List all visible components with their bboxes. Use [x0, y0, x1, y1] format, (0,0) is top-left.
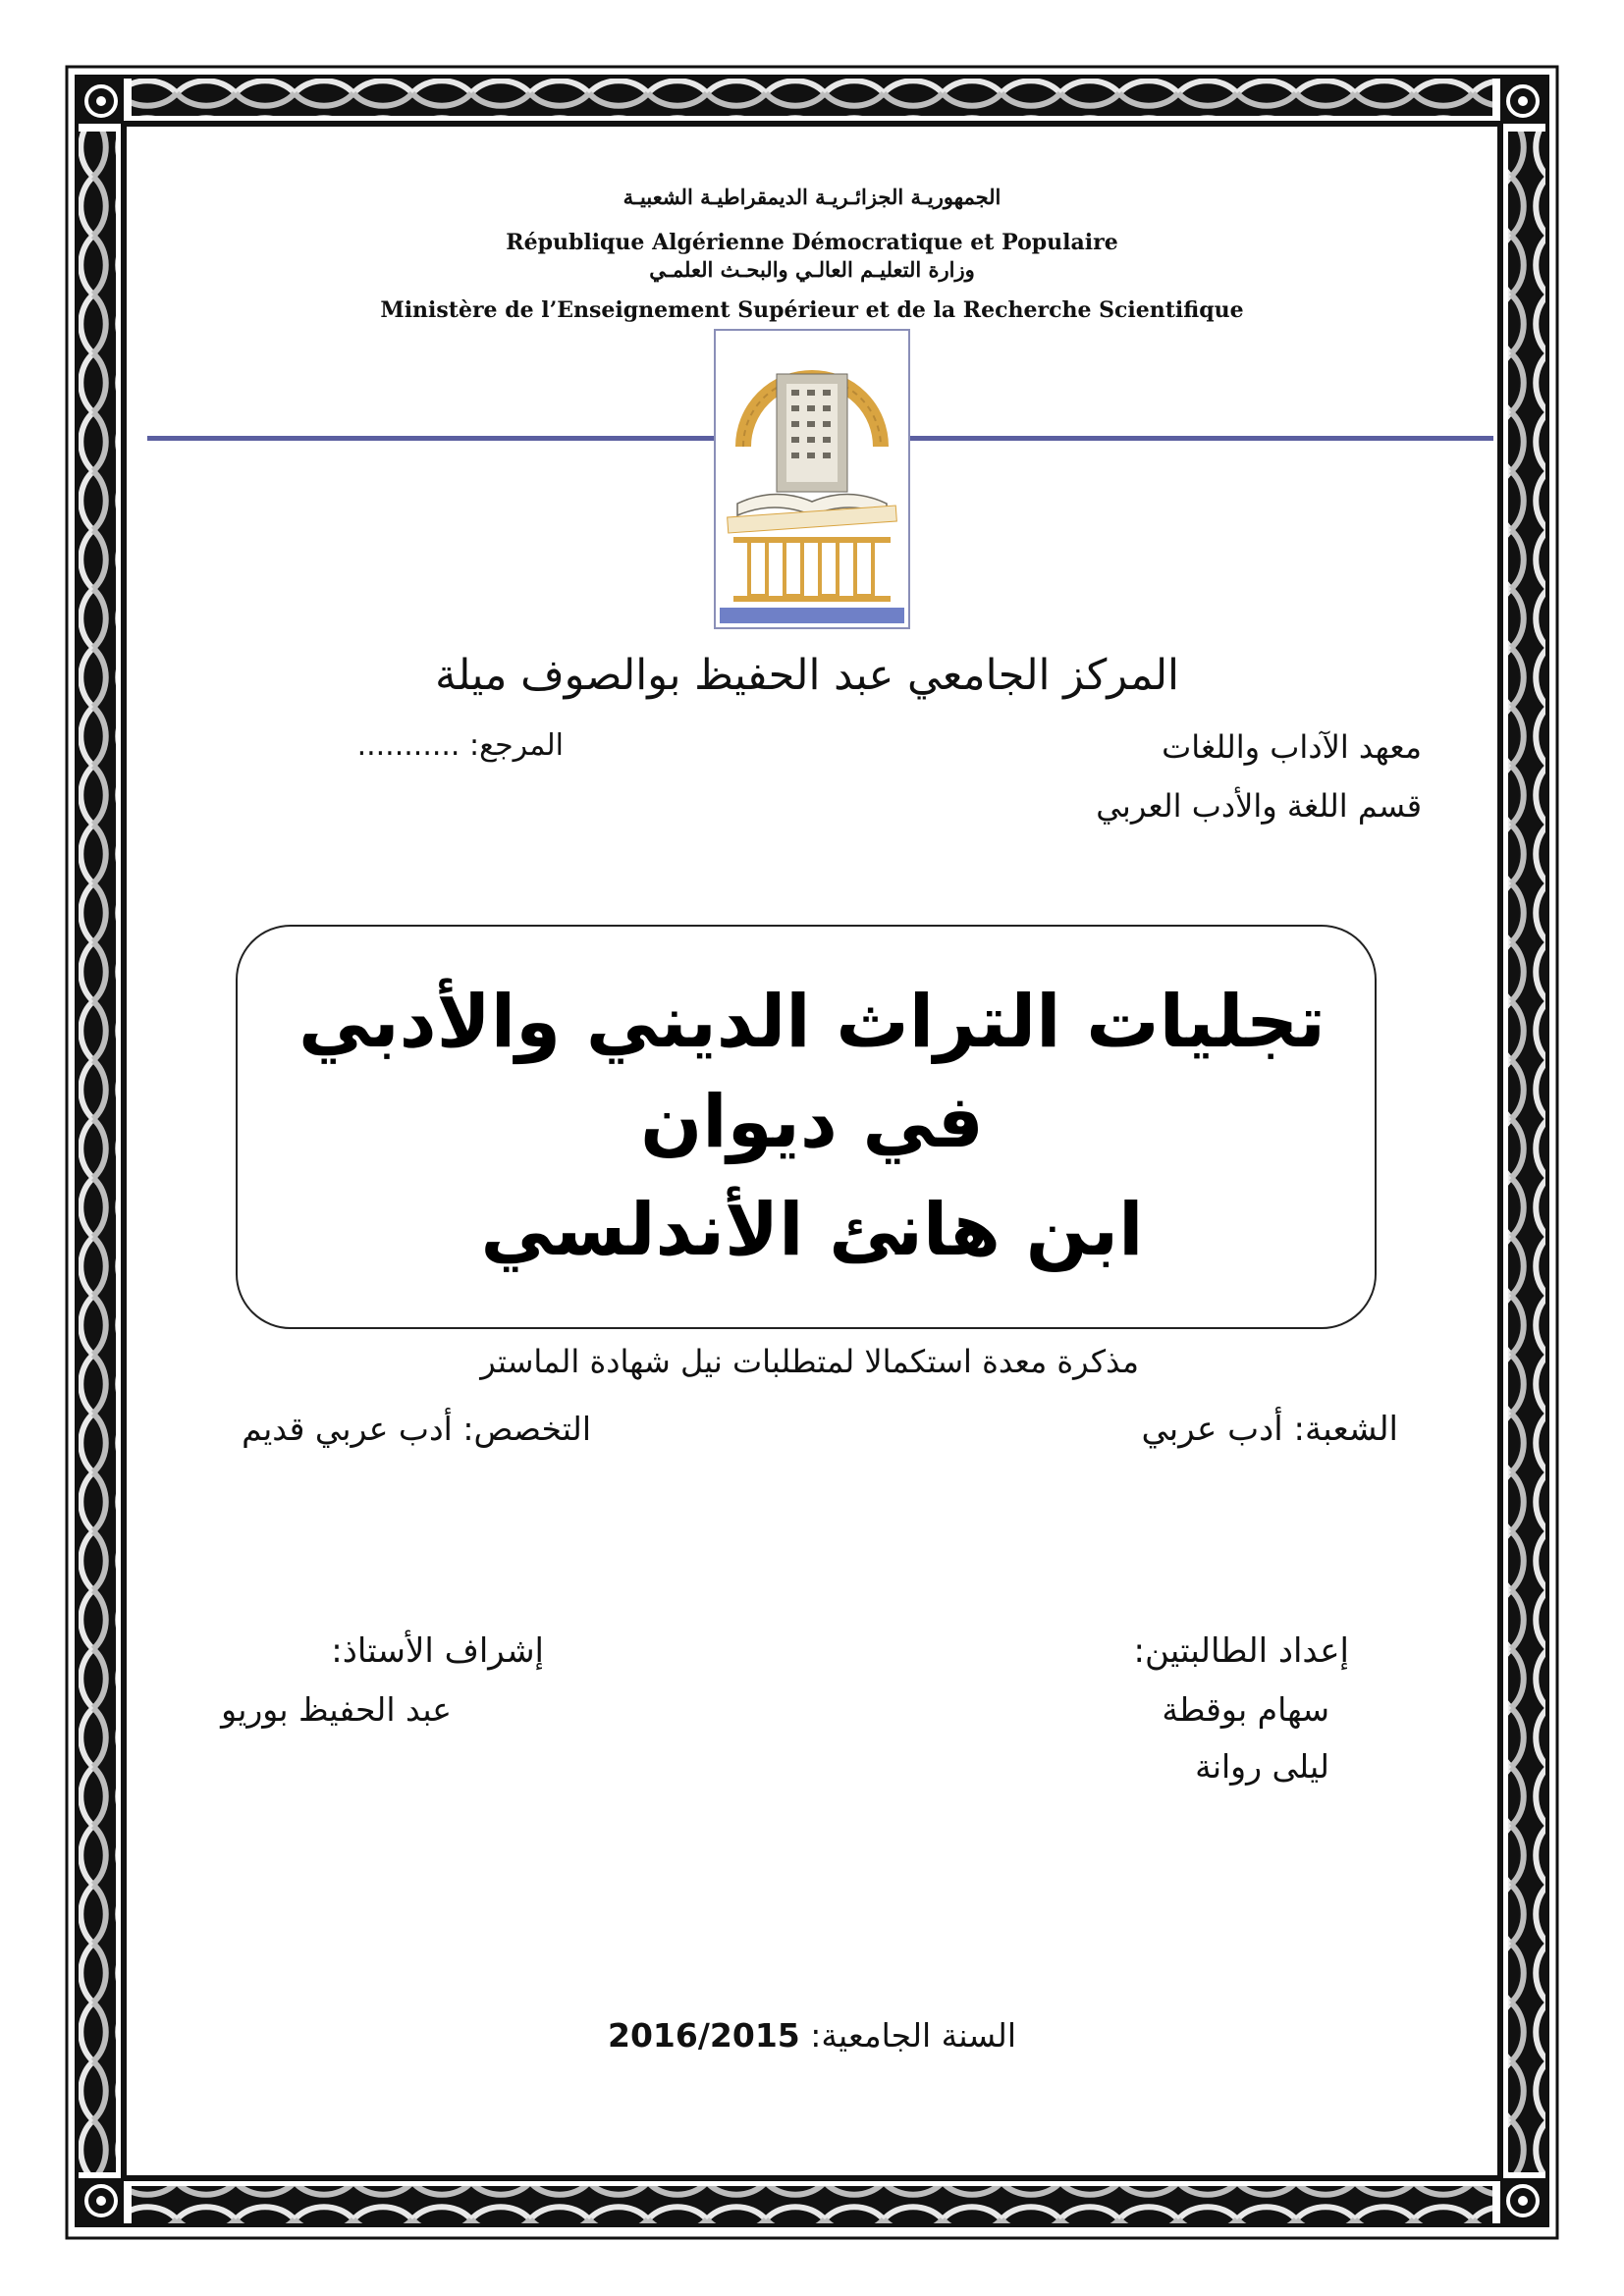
- corner-ornament-icon: [79, 2178, 124, 2223]
- academic-year: [0, 2016, 1624, 2055]
- thesis-title-line-3: ابن هانئ الأندلسي: [480, 1188, 1144, 1272]
- corner-ornament-icon: [79, 79, 124, 124]
- department-name: قسم اللغة والأدب العربي: [1096, 787, 1422, 825]
- supervisor-label: إشراف الأستاذ:: [331, 1631, 544, 1671]
- institute-name: معهد الآداب واللغات: [1162, 728, 1422, 766]
- thesis-title-line-2: في ديوان: [640, 1080, 984, 1164]
- republic-arabic: الجمهوريـة الجزائـريـة الديمقراطيـة الشعبيـة: [623, 185, 1001, 209]
- corner-ornament-icon: [1500, 79, 1545, 124]
- university-logo: [714, 329, 910, 629]
- thesis-title-line-1: تجليات التراث الديني والأدبي: [298, 980, 1326, 1064]
- students-label: إعداد الطالبتين:: [1133, 1631, 1349, 1671]
- branch-field: الشعبة: أدب عربي: [1141, 1410, 1398, 1449]
- supervisor-name: عبد الحفيظ بوريو: [221, 1690, 452, 1729]
- reference-field: المرجع: ...........: [356, 728, 564, 763]
- student-name-1: سهام بوقطة: [1162, 1690, 1329, 1729]
- specialty-field: التخصص: أدب عربي قديم: [242, 1410, 591, 1448]
- academic-year-value: 2016/2015: [608, 2016, 800, 2055]
- header-rule-right: [910, 436, 1493, 441]
- header-rule-left: [147, 436, 714, 441]
- thesis-purpose: مذكرة معدة استكمالا لمتطلبات نيل شهادة الماستر: [480, 1343, 1139, 1380]
- corner-ornament-icon: [1500, 2178, 1545, 2223]
- academic-year-label: السنة الجامعية:: [810, 2016, 1016, 2055]
- student-name-2: ليلى روانة: [1195, 1747, 1329, 1786]
- ministry-arabic: وزارة التعليـم العالـي والبحـث العلمـي: [649, 257, 975, 282]
- university-center-name: المركز الجامعي عبد الحفيظ بوالصوف ميلة: [435, 651, 1179, 700]
- ministry-french: Ministère de l’Enseignement Supérieur et de la Recherche Scientifique: [380, 297, 1244, 323]
- republic-french: République Algérienne Démocratique et Populaire: [506, 230, 1118, 255]
